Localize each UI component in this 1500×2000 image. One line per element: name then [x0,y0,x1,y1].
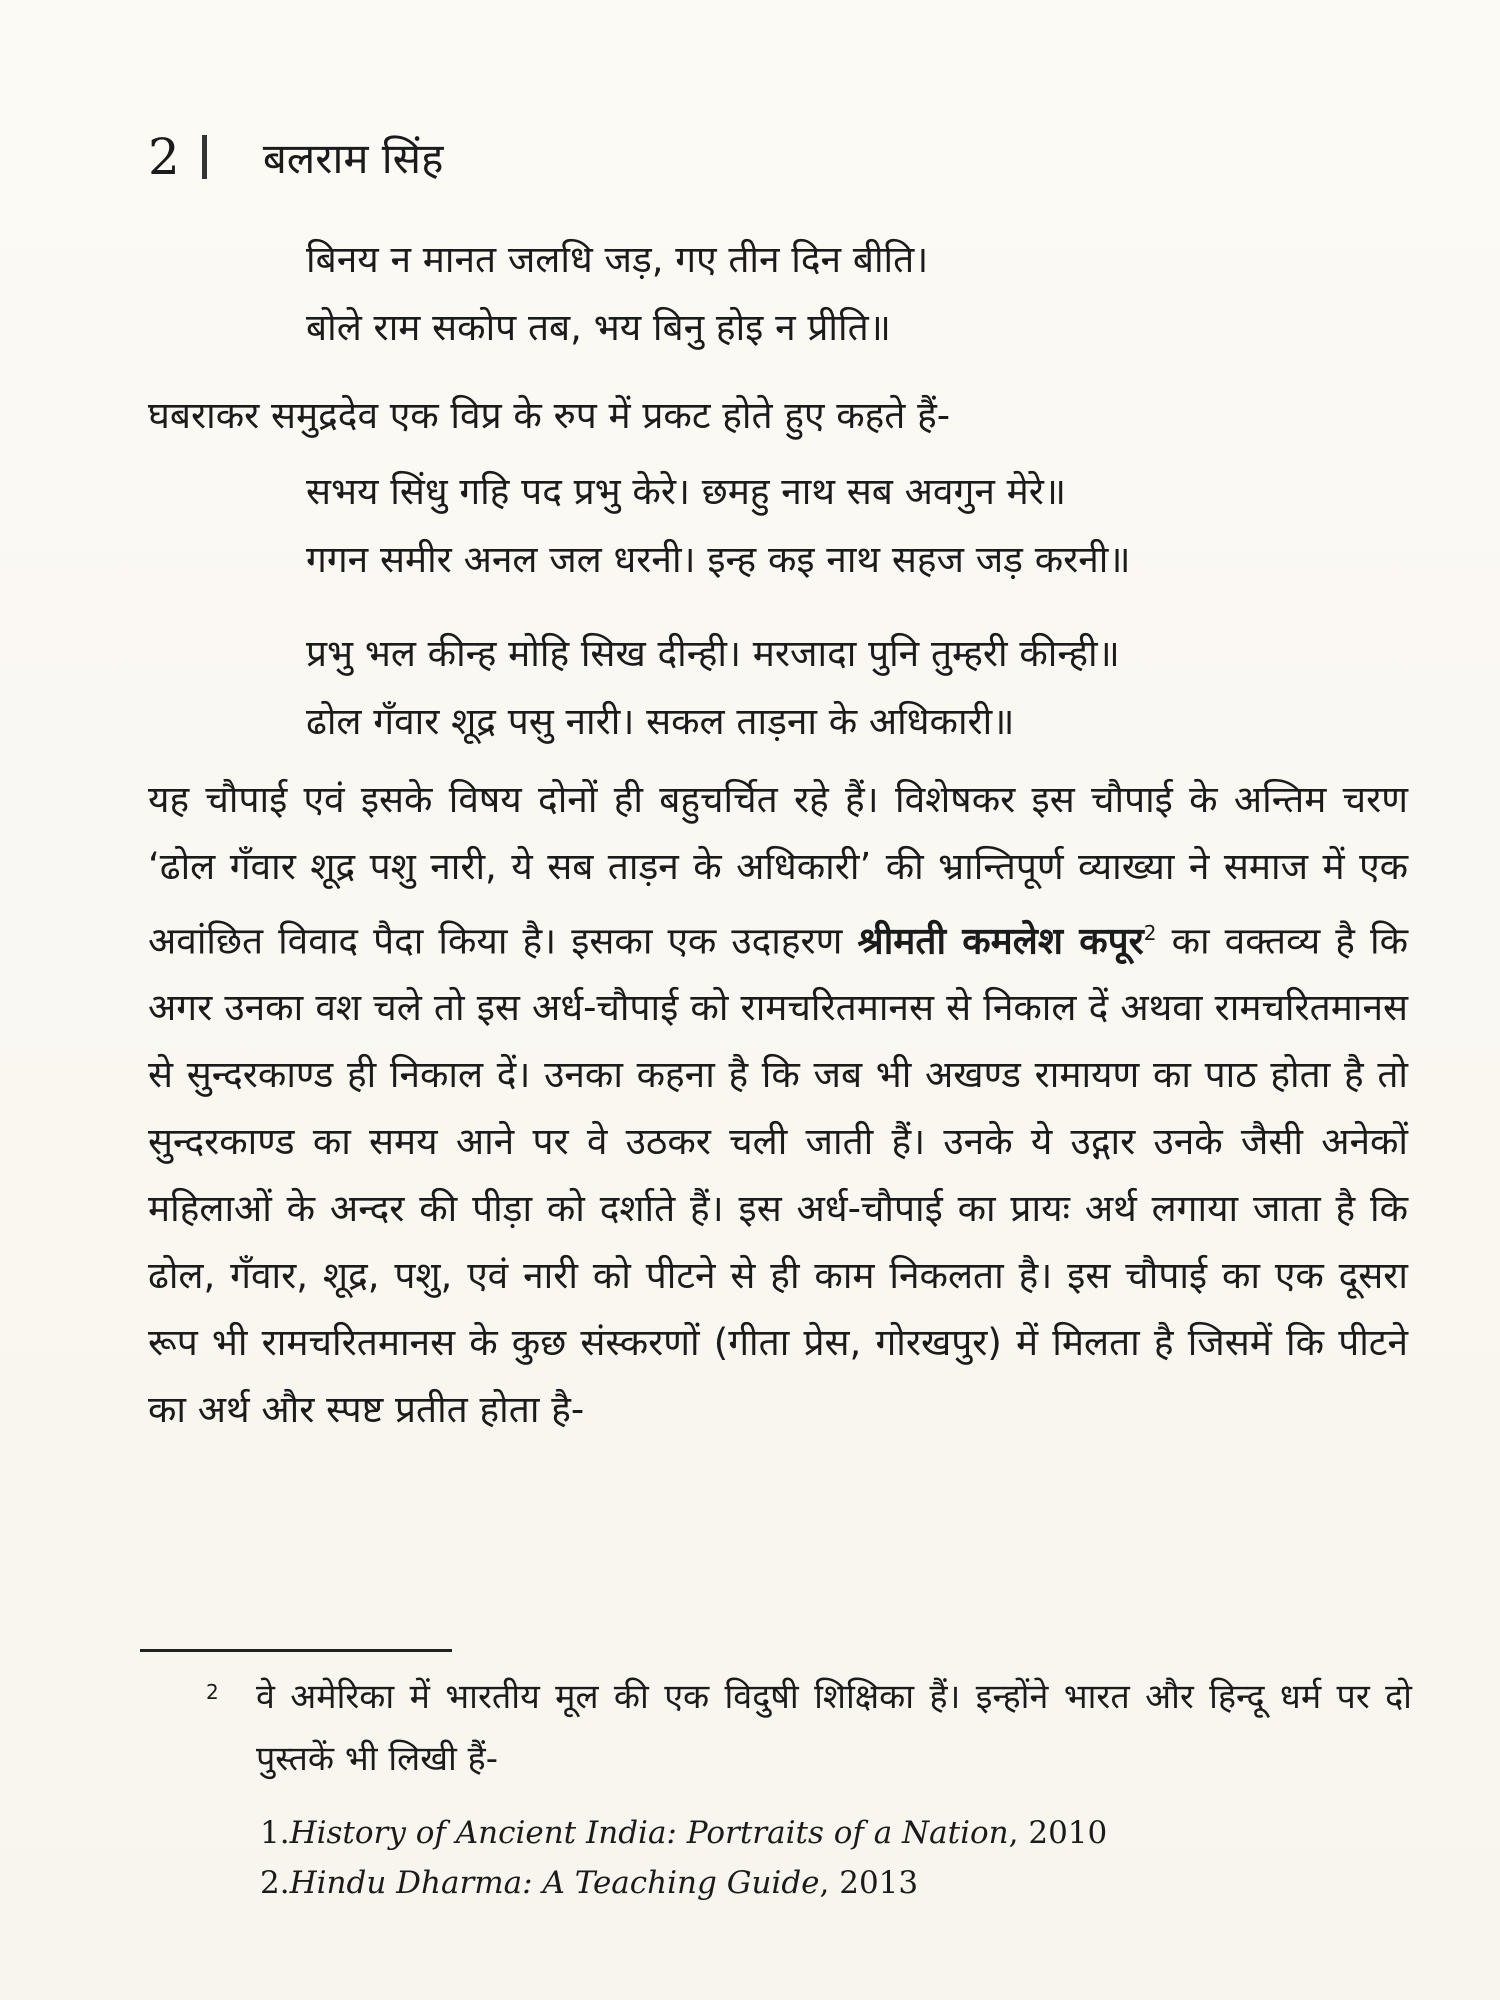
body-paragraph [148,766,1408,1443]
paragraph-text-1: यह चौपाई एवं इसके विषय दोनों ही बहुचर्चित रहे हैं। विशेषकर इस चौपाई के अन्तिम चरण ‘ढोल गँवार शूद्र पशु नारी, ये सब ताड़न के अधिकारी’ की भ्रान्तिपूर्ण व्याख्या ने समाज में एक अवांछित विवाद पैदा किया है। इसका एक उदाहरण [148,778,1408,963]
verse-chaupai-1 [306,458,1131,594]
footnote-divider [140,1649,452,1652]
book-number: 2. [260,1865,290,1901]
verse-chaupai-2 [306,620,1120,756]
book-list [260,1808,1107,1908]
footnote-marker: 2 [206,1680,219,1704]
book-item [260,1808,1107,1858]
footnote-text: वे अमेरिका में भारतीय मूल की एक विदुषी शिक्षिका हैं। इन्होंने भारत और हिन्दू धर्म पर दो पुस्तकें भी लिखी हैं- [256,1677,1412,1779]
verse-line: बोले राम सकोप तब, भय बिनु होइ न प्रीति॥ [306,306,891,349]
author-name: बलराम सिंह [262,133,444,183]
verse-line: बिनय न मानत जलधि जड़, गए तीन दिन बीति। [306,238,929,281]
page-number: 2 [148,128,180,186]
verse-line: गगन समीर अनल जल धरनी। इन्ह कइ नाथ सहज जड़ करनी॥ [306,538,1131,581]
book-title: History of Ancient India: Portraits of a Nation [289,1815,1009,1851]
running-header [148,128,443,186]
verse-line: ढोल गँवार शूद्र पसु नारी। सकल ताड़ना के अधिकारी॥ [306,700,1015,743]
paragraph-text-2: का वक्तव्य है कि अगर उनका वश चले तो इस अर्ध-चौपाई को रामचरितमानस से निकाल दें अथवा रामचरितमानस से सुन्दरकाण्ड ही निकाल दें। उनका कहना है कि जब भी अखण्ड रामायण का पाठ होता है तो सुन्दरकाण्ड का समय आने पर वे उठकर चली जाती हैं। उनके ये उद्गार उनके जैसी अनेकों महिलाओं के अन्दर की पीड़ा को दर्शाते हैं। इस अर्ध-चौपाई का प्रायः अर्थ लगाया जाता है कि ढोल, गँवार, शूद्र, पशु, एवं नारी को पीटने से ही काम निकलता है। इस चौपाई का एक दूसरा रूप भी रामचरितमानस के कुछ संस्करणों (गीता प्रेस, गोरखपुर) में मिलता है जिसमें कि पीटने का अर्थ और स्पष्ट प्रतीत होता है- [148,919,1408,1432]
verse-line: सभय सिंधु गहि पद प्रभु केरे। छमहु नाथ सब अवगुन मेरे॥ [306,470,1067,513]
verse-doha [306,226,928,362]
intro-line: घबराकर समुद्रदेव एक विप्र के रुप में प्रकट होते हुए कहते हैं- [148,394,951,437]
book-title: Hindu Dharma: A Teaching Guide [289,1865,820,1901]
footnote-reference[interactable]: 2 [1143,921,1157,945]
book-year: , 2010 [1008,1815,1108,1851]
book-item [260,1858,1107,1908]
highlighted-name: श्रीमती कमलेश कपूर [857,919,1144,963]
header-separator [202,135,207,179]
verse-line: प्रभु भल कीन्ह मोहि सिख दीन्ही। मरजादा पुनि तुम्हरी कीन्ही॥ [306,632,1120,675]
book-number: 1. [260,1815,290,1851]
book-year: , 2013 [819,1865,919,1901]
